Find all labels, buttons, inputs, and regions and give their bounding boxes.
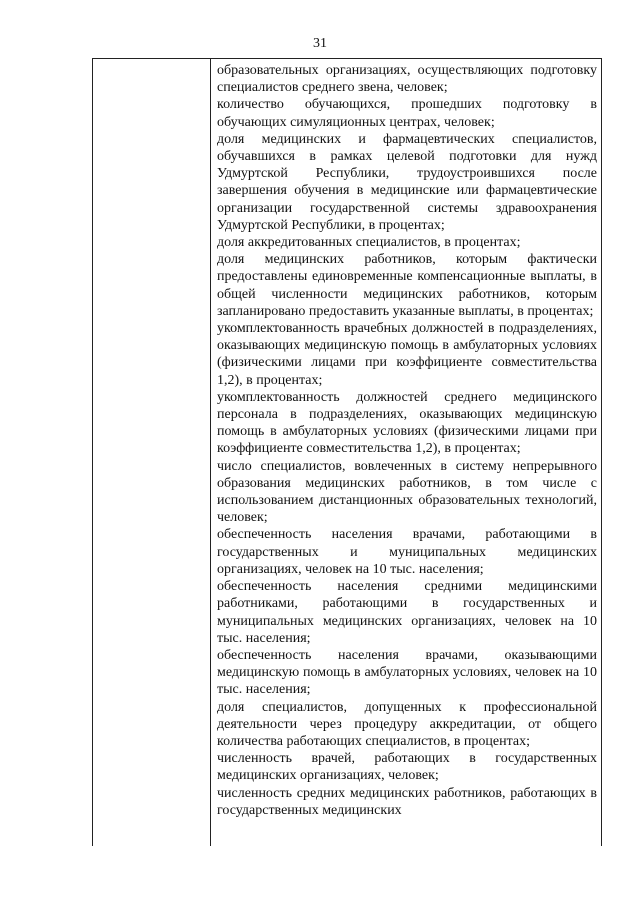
page-number: 31 [313, 36, 327, 51]
indicator-item: число специалистов, вовлеченных в систему непрерывного образования медицинских работников, в том числе с использованием дистанционных образовательных технологий, человек; [217, 458, 597, 526]
indicator-item: укомплектованность должностей среднего медицинского персонала в подразделениях, оказывающих медицинскую помощь в амбулаторных условиях (физическими лицами при коэффициенте совместительства 1,2), в процентах; [217, 389, 597, 457]
table-right-column [211, 59, 602, 846]
indicator-item: обеспеченность населения средними медицинскими работниками, работающими в государственных и муниципальных медицинских организациях, человек на 10 тыс. населения; [217, 579, 597, 646]
indicator-item: укомплектованность врачебных должностей в подразделениях, оказывающих медицинскую помощь в амбулаторных условиях (физическими лицами при коэффициенте совместительства 1,2), в процентах; [217, 321, 597, 388]
indicator-item: количество обучающихся, прошедших подготовку в обучающих симуляционных центрах, человек; [217, 97, 597, 130]
indicator-item: доля аккредитованных специалистов, в процентах; [217, 235, 521, 251]
indicator-item: обеспеченность населения врачами, оказывающими медицинскую помощь в амбулаторных условиях, человек на 10 тыс. населения; [217, 647, 597, 698]
indicator-item: численность врачей, работающих в государственных медицинских организациях, человек; [217, 751, 597, 784]
table-left-column [93, 59, 211, 846]
indicator-item: численность средних медицинских работников, работающих в государственных медицинских [217, 785, 597, 818]
indicator-item: доля медицинских работников, которым фактически предоставлены единовременные компенсационные выплаты, в общей численности медицинских работников, которым запланировано предоставить указанные выплаты, в процентах; [217, 252, 597, 319]
indicator-item: доля медицинских и фармацевтических специалистов, обучавшихся в рамках целевой подготовки для нужд Удмуртской Республики, трудоустроившихся после завершения обучения в медицинские или фармацевтические организации государственной системы здравоохранения Удмуртской Республики, в процентах; [217, 131, 597, 233]
indicator-item: образовательных организациях, осуществляющих подготовку специалистов среднего звена, человек; [217, 63, 597, 96]
indicator-item: доля специалистов, допущенных к профессиональной деятельности через процедуру аккредитации, от общего количества работающих специалистов, в процентах; [217, 699, 597, 749]
document-table [92, 58, 602, 846]
indicator-item: обеспеченность населения врачами, работающими в государственных и муниципальных медицинских организациях, человек на 10 тыс. населения; [217, 527, 597, 577]
